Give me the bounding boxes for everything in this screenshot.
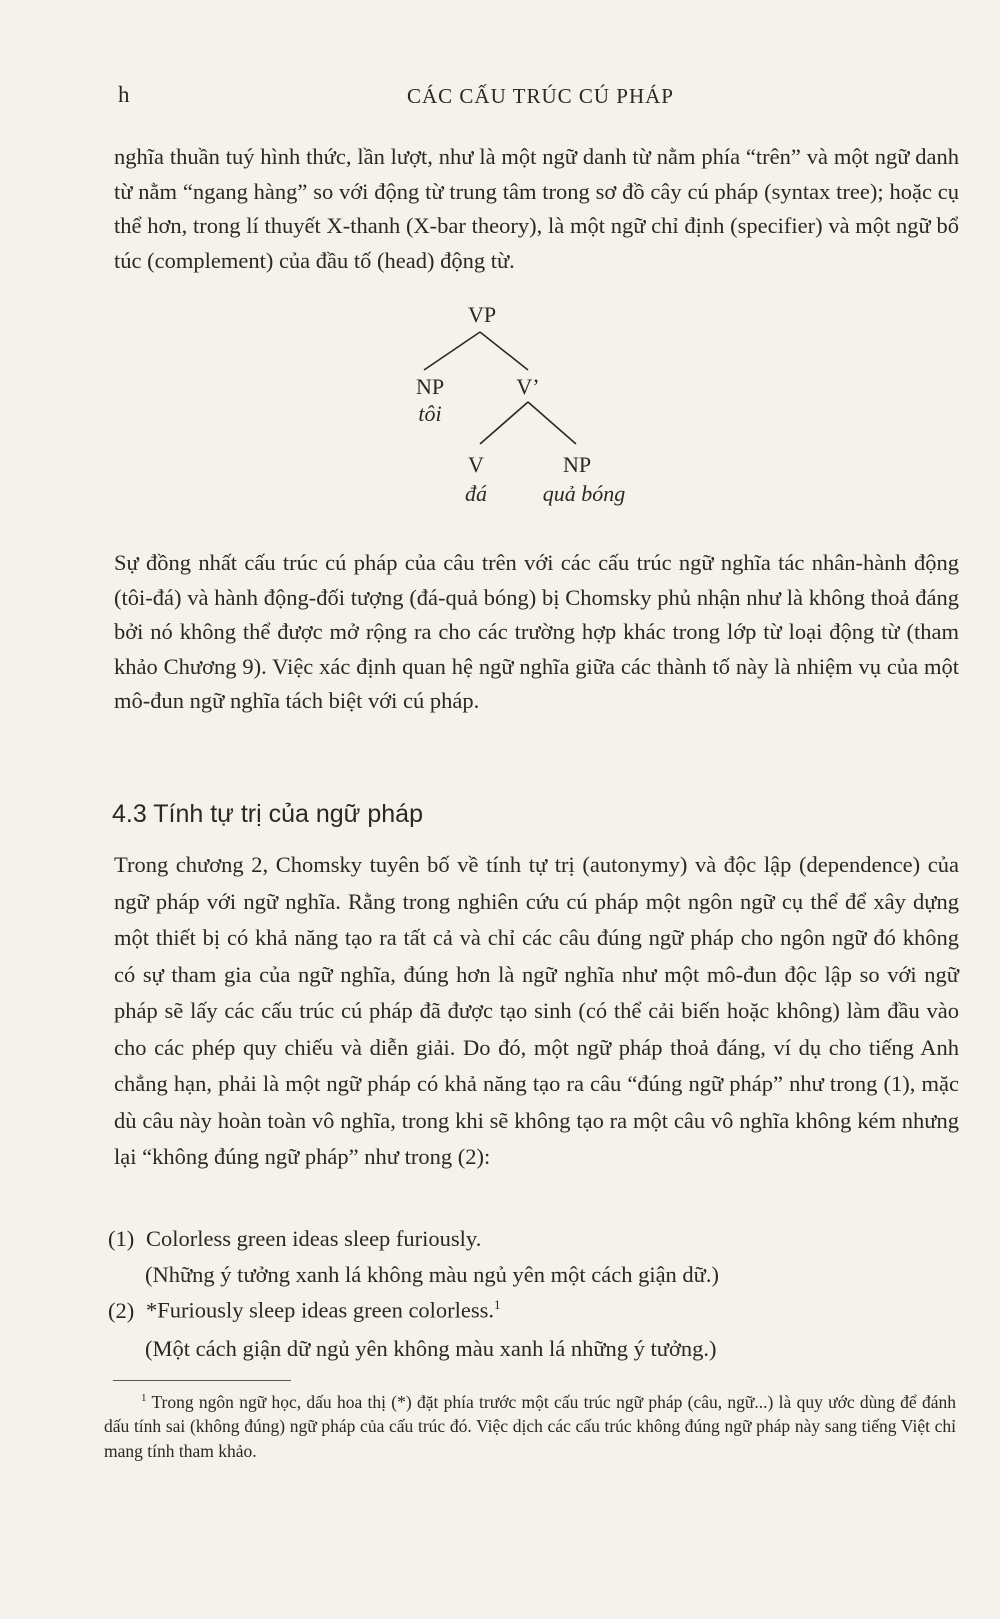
tree-node-np-specifier: NP xyxy=(415,374,445,399)
paragraph-2: Sự đồng nhất cấu trúc cú pháp của câu trên với các cấu trúc ngữ nghĩa tác nhân-hành động (tôi-đá) và hành động-đối tượng (đá-quả bóng) bị Chomsky phủ nhận như là không thoả đáng bởi nó không thể được mở rộng ra cho các trường hợp khác trong lớp từ loại động từ (tham khảo Chương 9). Việc xác định quan hệ ngữ nghĩa giữa các thành tố này là nhiệm vụ của một mô-đun ngữ nghĩa tách biệt với cú pháp. xyxy=(114,550,959,713)
footnote-reference: 1 xyxy=(494,1297,501,1312)
running-head: CÁC CẤU TRÚC CÚ PHÁP xyxy=(406,84,674,108)
tree-node-vbar: V’ xyxy=(516,374,540,399)
example-number: (1) xyxy=(108,1226,135,1251)
page-header xyxy=(118,82,963,112)
tree-node-v: V xyxy=(468,452,484,477)
example-sentence: Colorless green ideas sleep furiously. xyxy=(146,1226,482,1251)
tree-branch-vp-vbar xyxy=(480,332,528,370)
tree-branch-vbar-np xyxy=(528,402,576,444)
example-2 xyxy=(108,1297,501,1324)
footnote-divider xyxy=(113,1380,291,1381)
tree-branch-vp-np xyxy=(424,332,480,370)
section-heading: 4.3 Tính tự trị của ngữ pháp xyxy=(112,800,423,828)
paragraph-1: nghĩa thuần tuý hình thức, lần lượt, như là một ngữ danh từ nằm phía “trên” và một ngữ danh từ nằm “ngang hàng” so với động từ trung tâm trong sơ đồ cây cú pháp (syntax tree); hoặc cụ thể hơn, trong lí thuyết X-thanh (X-bar theory), là một ngữ chỉ định (specifier) và một ngữ bổ túc (complement) của đầu tố (head) động từ. xyxy=(114,144,959,273)
example-1 xyxy=(108,1226,481,1252)
example-number: (2) xyxy=(108,1297,135,1323)
example-sentence: *Furiously sleep ideas green colorless. xyxy=(146,1297,495,1323)
tree-branch-vbar-v xyxy=(480,402,528,444)
footnote-mark: 1 xyxy=(141,1392,147,1404)
syntax-tree xyxy=(400,302,660,516)
tree-node-vp: VP xyxy=(467,302,497,327)
footnote-text: Trong ngôn ngữ học, dấu hoa thị (*) đặt phía trước một cấu trúc ngữ pháp (câu, ngữ...) là quy ước dùng để đánh dấu tính sai (không đúng) ngữ pháp của cấu trúc đó. Việc dịch các cấu trúc không đúng ngữ pháp này sang tiếng Việt chỉ mang tính tham khảo. xyxy=(104,1391,957,1461)
footnote xyxy=(104,1386,956,1463)
tree-word-toi: tôi xyxy=(418,401,442,426)
example-2-translation: (Một cách giận dữ ngủ yên không màu xanh lá những ý tưởng.) xyxy=(145,1336,717,1361)
tree-word-qua-bong: quả bóng xyxy=(542,481,626,506)
example-1-translation: (Những ý tưởng xanh lá không màu ngủ yên một cách giận dữ.) xyxy=(145,1262,719,1287)
tree-node-np-complement: NP xyxy=(562,452,592,477)
paragraph-3: Trong chương 2, Chomsky tuyên bố về tính tự trị (autonymy) và độc lập (dependence) của ngữ pháp với ngữ nghĩa. Rằng trong nghiên cứu cú pháp một ngôn ngữ cụ thể để xây dựng một thiết bị có khả năng tạo ra tất cả và chỉ các câu đúng ngữ pháp cho ngôn ngữ đó không có sự tham gia của ngữ nghĩa, đúng hơn là ngữ nghĩa như một mô-đun độc lập so với ngữ pháp sẽ lấy các cấu trúc cú pháp đã được tạo sinh (có thể cải biến hoặc không) làm đầu vào cho các phép quy chiếu và diễn giải. Do đó, một ngữ pháp thoả đáng, ví dụ cho tiếng Anh chẳng hạn, phải là một ngữ pháp có khả năng tạo ra câu “đúng ngữ pháp” như trong (1), mặc dù câu này hoàn toàn vô nghĩa, trong khi sẽ không tạo ra một câu vô nghĩa không kém nhưng lại “không đúng ngữ pháp” như trong (2): xyxy=(114,852,959,1169)
page-letter: h xyxy=(118,82,130,107)
tree-word-da: đá xyxy=(465,481,487,506)
